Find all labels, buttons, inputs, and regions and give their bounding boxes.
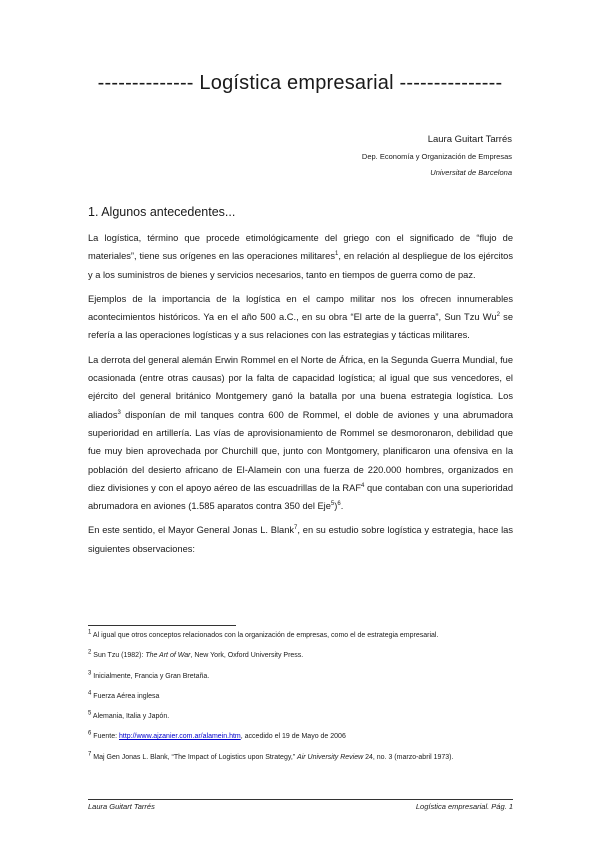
footnote-number: 6 (88, 731, 92, 738)
footer-page-info: Logística empresarial. Pág. 1 (415, 802, 513, 811)
paragraph-text: Ejemplos de la importancia de la logística en el campo militar nos los ofrecen innumerables acontecimientos históricos. Ya en el año 500 a.C., en su obra “El arte de la guerra”, Sun Tzu Wu (88, 293, 513, 323)
footnote-book-title: The Art of War (145, 652, 191, 660)
footnote-text: Fuente: (91, 733, 119, 741)
footnote-ref: 3 (117, 409, 121, 416)
footnote-text: Sun Tzu (1982): (91, 652, 146, 660)
author-department: Dep. Economía y Organización de Empresas (361, 152, 512, 161)
body-text (88, 229, 513, 564)
paragraph-4 (88, 521, 513, 558)
footnote-number: 5 (88, 710, 92, 717)
paragraph-text: disponían de mil tanques contra 600 de Rommel, el doble de aviones y una abrumadora superioridad en artillería. Las vías de aprovisionamiento de Rommel se desmoronaron, debilidad que fue muy bien aprovechada por Churchill que, junto con Montgomery, planificaron una ofensiva en la población del desierto africano de El-Alamein con una fuerza de 220.000 hombres, organizados en diez divisiones y con el apoyo aéreo de las escuadrillas de la RAF (88, 409, 513, 493)
paragraph-text: , en su estudio sobre logística y estrategia, hace las siguientes observaciones: (88, 525, 513, 554)
footnote-text: , accedido el 19 de Mayo de 2006 (240, 733, 346, 741)
author-university: Universitat de Barcelona (430, 168, 512, 177)
paragraph-text: La derrota del general alemán Erwin Rommel en el Norte de África, en la Segunda Guerra Mundial, fue ocasionada (entre otras causas) por la falta de capacidad logística; al igual que sus vencedores, el ejército del general británico Montgemery ganó la batalla por una buena estrategia logística. Los aliados (88, 354, 513, 420)
paragraph-text: En este sentido, el Mayor General Jonas L. Blank (88, 525, 295, 536)
author-name: Laura Guitart Tarrés (427, 134, 512, 145)
paragraph-text: se refería a las operaciones logísticas y a sus relaciones con las estrategias y tácticas militares. (88, 312, 513, 341)
author-block (362, 134, 512, 177)
footnote-number: 2 (88, 649, 92, 656)
footnote-journal-title: Air University Review (297, 753, 364, 761)
paragraph-2 (88, 290, 513, 345)
document-title: -------------- Logística empresarial --------------- (97, 72, 503, 94)
paragraph-text: La logística, término que procede etimológicamente del griego con el significado de “flujo de materiales”, tiene sus orígenes en las operaciones militares (88, 233, 513, 262)
section-heading: 1. Algunos antecedentes... (88, 205, 236, 219)
paragraph-1 (88, 229, 513, 284)
footnote-ref: 2 (496, 312, 500, 319)
footnote-separator (88, 625, 236, 626)
footnote-3 (88, 670, 528, 693)
footnote-number: 1 (88, 629, 92, 636)
footnote-text: , New York, Oxford University Press. (190, 652, 304, 660)
source-link[interactable]: http://www.ajzanier.com.ar/alamein.htm (118, 733, 241, 741)
footnote-ref: 1 (334, 251, 339, 258)
footer-author: Laura Guitart Tarrés (88, 802, 155, 811)
footnote-ref: 6 (337, 501, 341, 508)
footnote-text: Al igual que otros conceptos relacionados con la organización de empresas, como el de estrategia empresarial. (91, 632, 439, 639)
footnote-5 (88, 710, 528, 733)
footnote-text: Alemania, Italia y Japón. (91, 713, 170, 721)
paragraph-text: ) (334, 501, 338, 512)
footnote-text: Fuerza Aérea inglesa (91, 692, 160, 700)
paragraph-3 (88, 351, 513, 516)
footnote-number: 3 (88, 670, 92, 677)
footnote-text: 24, no. 3 (marzo-abril 1973). (363, 753, 454, 761)
footnote-number: 7 (88, 751, 92, 758)
footnotes (88, 629, 528, 774)
footnote-text: Inicialmente, Francia y Gran Bretaña. (91, 672, 210, 680)
footnote-text: Maj Gen Jonas L. Blank, “The Impact of Logistics upon Strategy,” (91, 753, 298, 761)
footnote-ref: 4 (361, 482, 365, 489)
footnote-6 (88, 733, 528, 753)
paragraph-text: . (340, 501, 344, 512)
paragraph-text: que contaban con una superioridad abrumadora en aviones (1.585 aparatos contra 350 del Eje (88, 482, 513, 512)
footnote-number: 4 (88, 690, 92, 697)
footnote-2 (88, 649, 528, 672)
footnote-ref: 7 (294, 525, 298, 532)
footnote-4 (88, 690, 528, 713)
footnote-ref: 5 (330, 501, 335, 508)
paragraph-text: , en relación al despliegue de los ejércitos y a los suministros de bienes y servicios necesarios, tanto en tiempos de guerra como de paz. (88, 251, 513, 280)
footnote-7 (88, 751, 528, 774)
footer-separator (88, 799, 513, 800)
footnote-1 (88, 629, 528, 652)
